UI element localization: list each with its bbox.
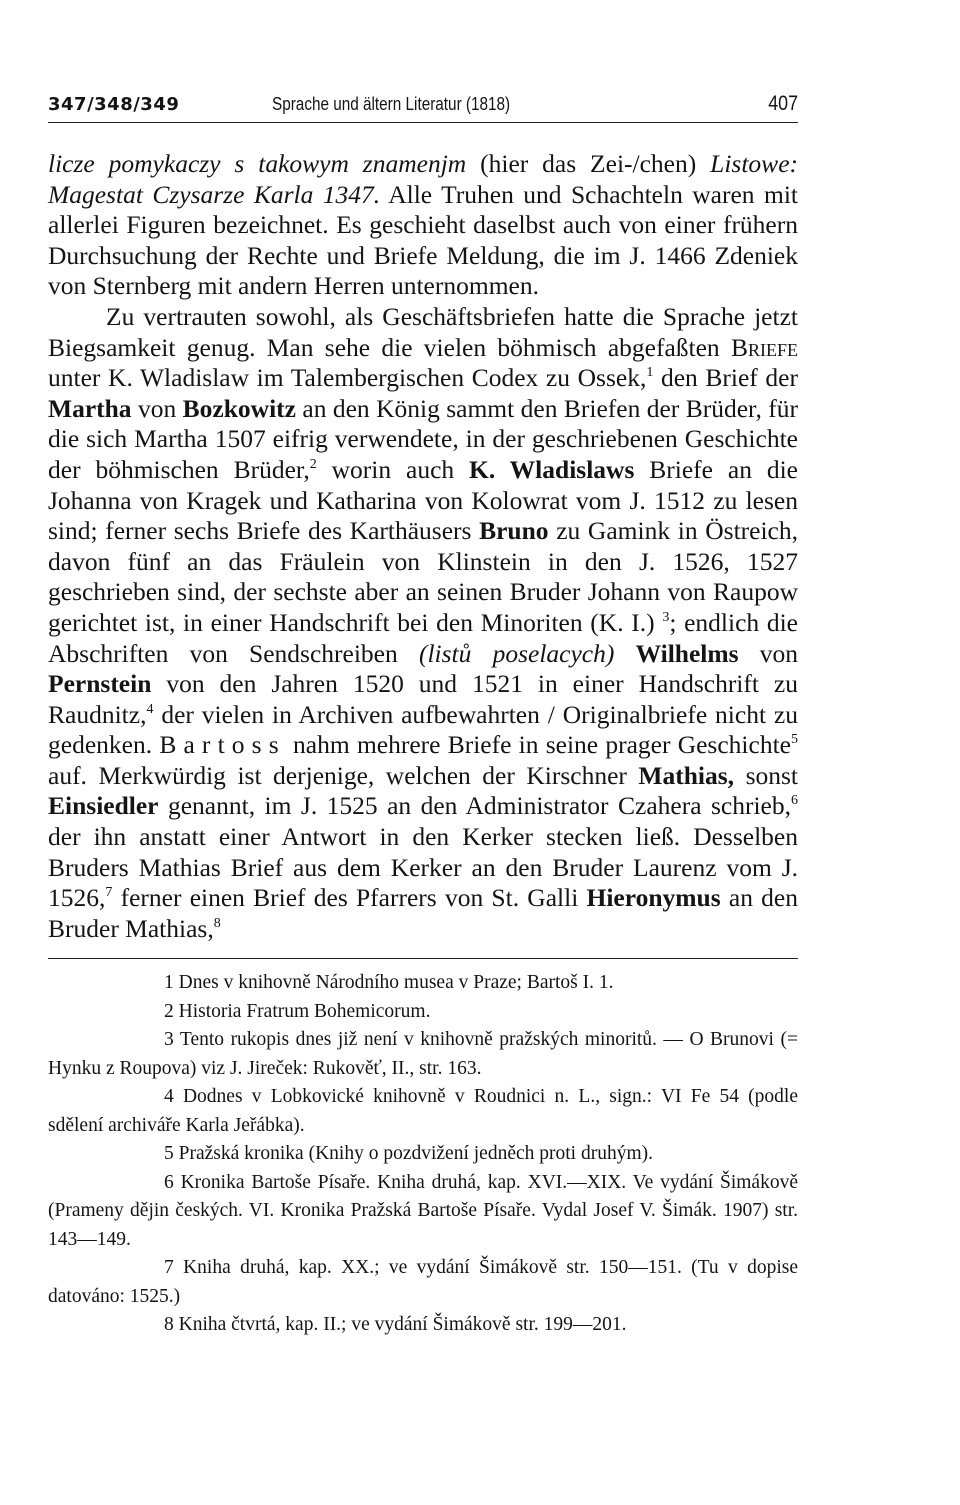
footnote-ref-5: 5 [790, 732, 798, 748]
running-title: Sprache und ältern Literatur (1818) [272, 94, 511, 114]
footnote-ref-3: 3 [662, 609, 670, 625]
text-run: nahm mehrere Briefe in seine prager Geschichte [285, 730, 791, 760]
paragraph-2 [48, 302, 798, 944]
name-wladislaws: K. Wladislaws [469, 454, 635, 484]
name-bozkowitz: Bozkowitz [182, 393, 296, 423]
section-number: 347/348/349 [48, 94, 180, 115]
page-number: 407 [768, 92, 798, 115]
footnote-number: 3 [164, 1029, 174, 1051]
footnote-text: Kniha čtvrtá, kap. II.; ve vydání Šimákově str. 199—201. [178, 1314, 627, 1336]
name-einsiedler: Einsiedler [48, 791, 159, 821]
footnotes [48, 969, 798, 1340]
footnote-ref-2: 2 [309, 456, 317, 472]
text-run: unter K. Wladislaw im Talembergischen Codex zu Ossek, [48, 363, 647, 393]
paragraph-1 [48, 149, 798, 302]
footnote-text: Kronika Bartoše Písaře. Kniha druhá, kap. XVI.—XIX. Ve vydání Šimákově (Prameny dějin českých. VI. Kronika Pražská Bartoše Písaře. Vydal Josef V. Šimák. 1907) str. 143—149. [48, 1171, 798, 1250]
text-run: an den Bruder Mathias, [48, 883, 798, 943]
footnote-3 [48, 1026, 798, 1083]
text-run: Briefe an die Johanna von Kragek und Katharina von Kolowrat vom J. 1512 zu lesen sind; ferner sechs Briefe des Karthäusers [48, 454, 798, 546]
name-bartoss: Bartoss [159, 730, 286, 760]
text-run: der vielen in Archiven aufbewahrten / Originalbriefe nicht zu gedenken. [48, 699, 798, 760]
text-run: (hier das Zei-/chen) [466, 149, 711, 178]
page [48, 92, 798, 1340]
text-run [614, 639, 635, 668]
text-run: Alle Truhen und Schachteln waren mit allerlei Figuren bezeichnet. Es geschieht daselbst auch von einer frühern Durchsuchung der Rechte und Briefe Meldung, die im J. 1466 Zdeniek von Sternberg mit andern Herren unternommen. [48, 179, 798, 301]
text-run: von den Jahren 1520 und 1521 in einer Handschrift zu Raudnitz, [48, 669, 798, 729]
footnote-number: 1 [164, 972, 174, 994]
text-run: auf. Merkwürdig ist derjenige, welchen der Kirschner [48, 760, 639, 790]
footnote-number: 8 [164, 1314, 174, 1336]
text-run: sonst [734, 760, 798, 790]
footnote-6 [48, 1169, 798, 1255]
old-czech-quote: Listowe: Magestat Czysarze Karla 1347. [48, 149, 798, 209]
footnote-text: Dodnes v Lobkovické knihovně v Roudnici n. L., sign.: VI Fe 54 (podle sdělení archiváře Karla Jeřábka). [48, 1086, 798, 1136]
footnote-text: Tento rukopis dnes již není v knihovně pražských minoritů. — O Brunovi (= Hynku z Roupova) viz J. Jireček: Rukověť, II., str. 163. [48, 1029, 798, 1079]
footnote-text: Pražská kronika (Knihy o pozdvižení jedněch proti druhým). [178, 1143, 653, 1165]
old-czech-quote: licze pomykaczy s takowym znamenjm [48, 149, 467, 178]
footnote-1 [48, 969, 798, 998]
name-pernstein: Pernstein [48, 669, 152, 699]
text-run: von [131, 393, 183, 423]
text-run: den Brief der [653, 363, 798, 393]
keyword-briefe: Briefe [730, 332, 798, 362]
footnote-ref-1: 1 [646, 365, 654, 381]
czech-term: (listů poselacych) [418, 638, 615, 668]
text-run: ; endlich die Abschriften von Sendschreiben [48, 607, 798, 668]
footnote-ref-7: 7 [105, 885, 113, 901]
footnote-text: Dnes v knihovně Národního musea v Praze; Bartoš I. 1. [178, 972, 614, 994]
name-mathias: Mathias, [638, 760, 735, 790]
footnote-ref-4: 4 [146, 701, 154, 717]
footnote-2 [48, 998, 798, 1027]
footnote-divider [48, 958, 798, 959]
footnote-ref-8: 8 [213, 915, 221, 931]
footnote-ref-6: 6 [791, 793, 798, 809]
footnote-number: 6 [164, 1171, 174, 1193]
footnote-number: 4 [164, 1086, 174, 1108]
footnote-text: Kniha druhá, kap. XX.; ve vydání Šimákově str. 150—151. (Tu v dopise datováno: 1525.) [48, 1257, 798, 1307]
text-run: genannt, im J. 1525 an den Administrator Czahera schrieb, [158, 791, 791, 821]
name-martha: Martha [48, 393, 132, 423]
text-run: ferner einen Brief des Pfarrers von St. Galli [112, 883, 587, 913]
footnote-number: 7 [164, 1257, 174, 1279]
text-run: an den König sammt den Briefen der Brüder, für die sich Martha 1507 eifrig verwendete, in der geschriebenen Geschichte der böhmischen Brüder, [48, 393, 799, 484]
name-wilhelms: Wilhelms [635, 638, 739, 668]
text-run: von [738, 638, 799, 668]
text-run: der ihn anstatt einer Antwort in den Kerker stecken ließ. Desselben Bruders Mathias Brief aus dem Kerker an den Bruder Laurenz vom J. 1526, [48, 822, 798, 913]
name-hieronymus: Hieronymus [586, 883, 721, 913]
footnote-8 [48, 1311, 798, 1340]
footnote-5 [48, 1140, 798, 1169]
footnote-4 [48, 1083, 798, 1140]
text-run: worin auch [316, 454, 470, 484]
footnote-text: Historia Fratrum Bohemicorum. [178, 1000, 431, 1022]
text-run: Zu vertrauten sowohl, als Geschäftsbriefen hatte die Sprache jetzt Biegsamkeit genug. Man sehe die vielen böhmisch abgefaßten [48, 301, 798, 362]
footnote-number: 5 [164, 1143, 174, 1165]
running-head [48, 92, 798, 123]
text-run: zu Gamink in Östreich, davon fünf an das Fräulein von Klinstein in den J. 1526, 1527 geschrieben sind, der sechste aber an seinen Bruder Johann von Raupow gerichtet ist, in einer Handschrift bei den Minoriten (K. I.) [48, 516, 798, 637]
name-bruno: Bruno [479, 516, 549, 546]
footnote-7 [48, 1254, 798, 1311]
body-text [48, 149, 798, 944]
footnote-number: 2 [164, 1000, 174, 1022]
